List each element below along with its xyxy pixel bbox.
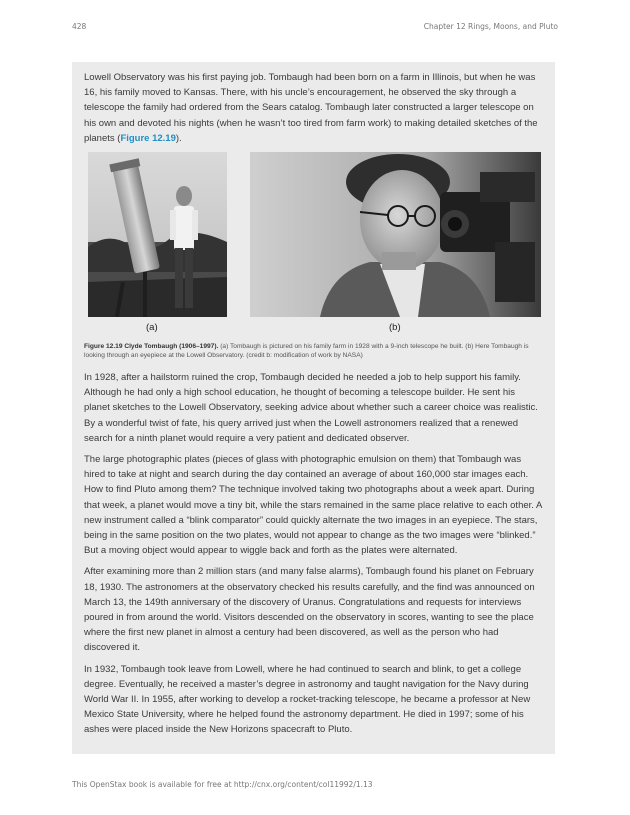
page-footer: This OpenStax book is available for free at http://cnx.org/content/col11992/1.13: [72, 780, 373, 789]
photo-label-a: (a): [146, 322, 158, 334]
chapter-title: Chapter 12 Rings, Moons, and Pluto: [423, 22, 558, 31]
body-paragraph: The large photographic plates (pieces of glass with photographic emulsion on them) that Tombaugh was hired to take at night and search during the day contained an average of about 160,000 star images each. How to find Pluto among them? The technique involved taking two photographs about a week apart. During that week, a planet would move a tiny bit, while the stars remained in the same place relative to each other. A new instrument called a “blink comparator” could quickly alternate the two images in an eyepiece. The stars, being in the same position on the two plates, would not appear to change as the two images were “blinked.” But a moving object would appear to wiggle back and forth as the plates were alternated.: [84, 454, 542, 557]
photo-tombaugh-eyepiece: [250, 152, 541, 317]
body-paragraph: After examining more than 2 million stars (and many false alarms), Tombaugh found his planet on February 18, 1930. The astronomers at the observatory checked his results carefully, and the find was announced on March 13, the 149th anniversary of the discovery of Uranus. Congratulations and requests for interviews poured in from around the world. Visitors descended on the observatory in scores, wanting to see the place where the first new planet in almost a century had been discovered, as well as the person who had discovered it.: [84, 566, 535, 654]
photo-label-b: (b): [389, 322, 401, 334]
figure-caption: [84, 342, 543, 360]
body-paragraph: In 1928, after a hailstorm ruined the crop, Tombaugh decided he needed a job to help support his family. Although he had only a high school education, he thought of becoming a telescope builder. He sent his planet sketches to the Lowell Observatory, seeking advice about whether such a career choice was realistic. By a wonderful twist of fate, his query arrived just when the Lowell astronomers realized that a renewed search for a ninth planet would require a very patient and dedicated observer.: [84, 372, 538, 444]
page-number: 428: [72, 22, 87, 31]
figure-link[interactable]: Figure 12.19: [120, 132, 176, 144]
caption-text: (a) Tombaugh is pictured on his family farm in 1928 with a 9-inch telescope he built. (b) Here Tombaugh is looking through an eyepiece at the Lowell Observatory. (credit b: modification of work by NASA): [84, 343, 529, 360]
feature-box: [72, 62, 555, 754]
caption-title: Figure 12.19 Clyde Tombaugh (1906–1997).: [84, 343, 219, 351]
figure-12-19: [84, 152, 543, 336]
body-paragraph: In 1932, Tombaugh took leave from Lowell, where he had continued to search and blink, to get a college degree. Eventually, he received a master’s degree in astronomy and taught navigation for the Navy during World War II. In 1955, after working to develop a rocket-tracking telescope, he became a professor at New Mexico State University, where he helped found the astronomy department. He died in 1997; some of his ashes were placed inside the New Horizons spacecraft to Pluto.: [84, 663, 531, 736]
photo-tombaugh-telescope-farm: [88, 152, 227, 317]
intro-paragraph: Lowell Observatory was his first paying job. Tombaugh had been born on a farm in Illinois, but when he was 16, his family moved to Kansas. There, with his uncle’s encouragement, he observed the sky through a telescope the family had ordered from the Sears catalog. Tombaugh later constructed a larger telescope on his own and devoted his nights (when he wasn’t too tired from farm work) to making detailed sketches of the planets (Figure 12.19).: [84, 72, 538, 144]
